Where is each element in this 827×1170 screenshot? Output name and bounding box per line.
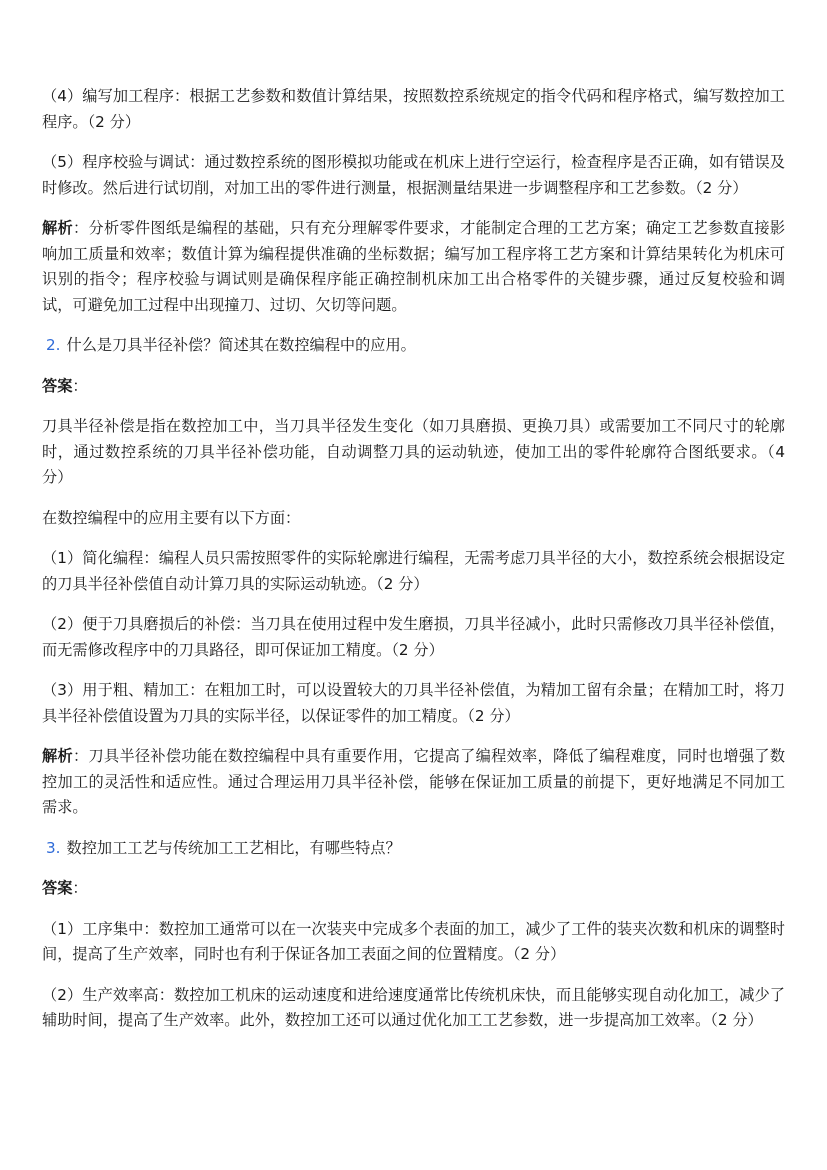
question-2-heading — [42, 333, 785, 359]
analysis-2-paragraph — [42, 744, 785, 821]
analysis-1-paragraph — [42, 216, 785, 318]
answer-label: 答案 — [42, 376, 73, 395]
analysis-text: ：分析零件图纸是编程的基础，只有充分理解零件要求，才能制定合理的工艺方案；确定工艺参数直接影响加工质量和效率；数值计算为编程提供准确的坐标数据；编写加工程序将工艺方案和计算结果转化为机床可识别的指令；程序校验与调试则是确保程序能正确控制机床加工出合格零件的关键步骤，通过反复校验和调试，可避免加工过程中出现撞刀、过切、欠切等问题。 — [42, 219, 786, 314]
analysis-label: 解析 — [42, 219, 73, 237]
analysis-label: 解析 — [42, 747, 73, 765]
application-item-2: （2）便于刀具磨损后的补偿：当刀具在使用过程中发生磨损，刀具半径减小，此时只需修改刀具半径补偿值，而无需修改程序中的刀具路径，即可保证加工精度。（2 分） — [42, 615, 785, 659]
answer-label: 答案 — [42, 879, 73, 897]
application-item-1: （1）简化编程：编程人员只需按照零件的实际轮廓进行编程，无需考虑刀具半径的大小，数控系统会根据设定的刀具半径补偿值自动计算刀具的实际运动轨迹。（2 分） — [42, 549, 785, 593]
answer-3-label-line — [42, 876, 785, 902]
document-page — [42, 84, 785, 1049]
analysis-text: ：刀具半径补偿功能在数控编程中具有重要作用，它提高了编程效率，降低了编程难度，同时也增强了数控加工的灵活性和适应性。通过合理运用刀具半径补偿，能够在保证加工质量的前提下，更好地满足不同加工需求。 — [42, 747, 786, 816]
feature-item-2: （2）生产效率高：数控加工机床的运动速度和进给速度通常比传统机床快，而且能够实现自动化加工，减少了辅助时间，提高了生产效率。此外，数控加工还可以通过优化加工工艺参数，进一步提高加工效率。（2 分） — [42, 985, 785, 1029]
feature-item-1: （1）工序集中：数控加工通常可以在一次装夹中完成多个表面的加工，减少了工件的装夹次数和机床的调整时间，提高了生产效率，同时也有利于保证各加工表面之间的位置精度。（2 分） — [42, 919, 785, 963]
answer-colon: ： — [72, 376, 88, 395]
step-4-paragraph: （4）编写加工程序：根据工艺参数和数值计算结果，按照数控系统规定的指令代码和程序格式，编写数控加工程序。（2 分） — [42, 87, 785, 131]
question-3-number: 3. — [46, 838, 61, 857]
question-3-text: 数控加工工艺与传统加工工艺相比，有哪些特点？ — [66, 838, 401, 857]
question-2-number: 2. — [46, 336, 61, 354]
question-2-text: 什么是刀具半径补偿？简述其在数控编程中的应用。 — [66, 336, 416, 354]
question-3-heading — [42, 836, 785, 862]
step-5-paragraph: （5）程序校验与调试：通过数控系统的图形模拟功能或在机床上进行空运行，检查程序是否正确，如有错误及时修改。然后进行试切削，对加工出的零件进行测量，根据测量结果进一步调整程序和工艺参数。（2 分） — [42, 153, 785, 197]
application-item-3: （3）用于粗、精加工：在粗加工时，可以设置较大的刀具半径补偿值，为精加工留有余量；在精加工时，将刀具半径补偿值设置为刀具的实际半径，以保证零件的加工精度。（2 分） — [42, 681, 785, 725]
answer-2-label-line — [42, 374, 785, 400]
answer-colon: ： — [72, 879, 88, 897]
definition-paragraph: 刀具半径补偿是指在数控加工中，当刀具半径发生变化（如刀具磨损、更换刀具）或需要加工不同尺寸的轮廓时，通过数控系统的刀具半径补偿功能，自动调整刀具的运动轨迹，使加工出的零件轮廓符合图纸要求。（4 分） — [42, 417, 785, 486]
application-intro: 在数控编程中的应用主要有以下方面： — [42, 508, 301, 527]
